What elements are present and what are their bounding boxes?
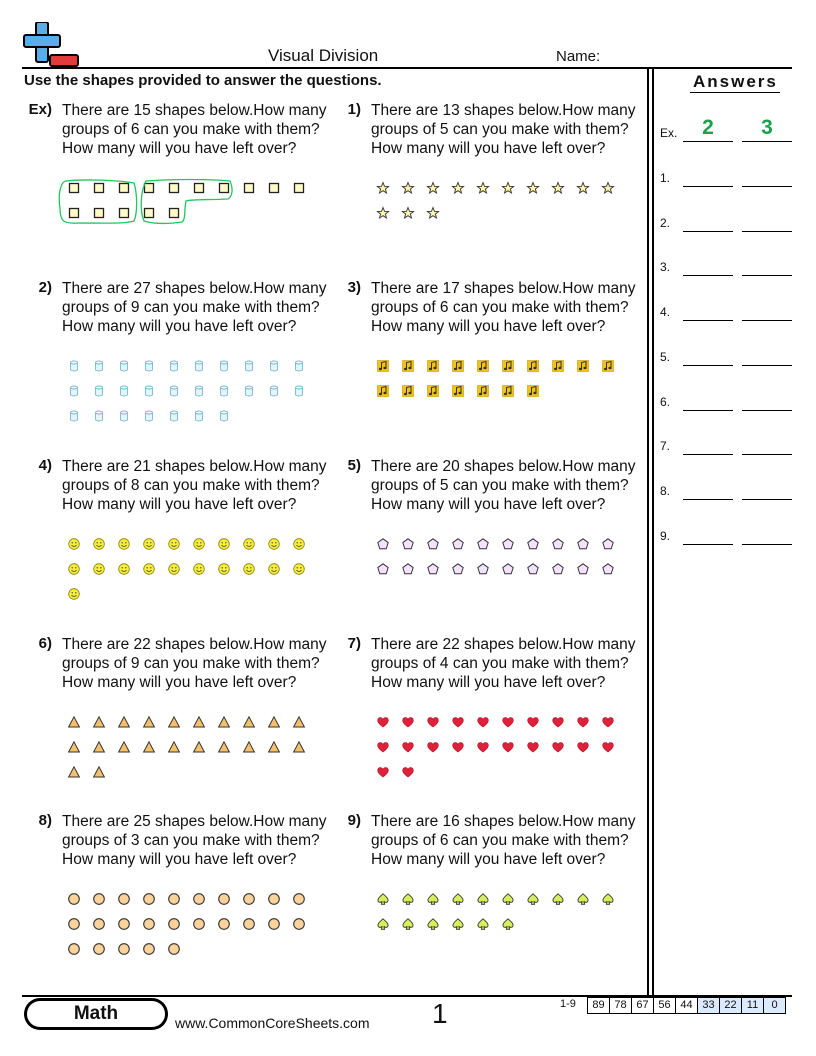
spade-icon [402,893,414,905]
pentagon-icon [527,563,539,575]
answer-blank-leftover[interactable] [742,544,792,545]
problem-text: There are 22 shapes below.How many groups of 4 can you make with them?How many will you have left over? [371,636,636,691]
square-icon [168,182,180,194]
answer-blank-groups[interactable] [683,365,733,366]
square-icon [68,207,80,219]
circle-icon [268,918,280,930]
score-cell: 33 [697,997,720,1014]
star-icon [477,182,489,194]
answer-blank-leftover[interactable] [742,275,792,276]
note-icon [402,360,414,372]
cylinder-icon [193,385,205,397]
answer-row-label: 3. [660,260,671,274]
heart-icon [577,741,589,753]
answer-row [660,425,794,455]
answer-row [660,157,794,187]
score-range-label: 1-9 [560,998,576,1010]
note-icon [427,385,439,397]
spade-icon [452,893,464,905]
note-icon [552,360,564,372]
star-icon [402,182,414,194]
answer-row-label: 6. [660,395,671,409]
spade-icon [427,893,439,905]
smiley-icon [293,563,305,575]
note-icon [452,360,464,372]
problem-text: There are 20 shapes below.How many groups of 5 can you make with them?How many will you have left over? [371,458,636,513]
spade-icon [377,918,389,930]
answer-row [660,246,794,276]
answer-blank-groups[interactable] [683,141,733,142]
triangle-icon [218,716,230,728]
spade-icon [527,893,539,905]
note-icon [502,385,514,397]
triangle-icon [293,716,305,728]
triangle-icon [68,716,80,728]
pentagon-icon [452,538,464,550]
spade-icon [402,918,414,930]
logo [22,22,80,68]
problem-text: There are 17 shapes below.How many groups of 6 can you make with them?How many will you have left over? [371,280,636,335]
problem-number: 2) [38,279,52,296]
answer-blank-groups[interactable] [683,454,733,455]
pentagon-icon [577,563,589,575]
circle-icon [193,918,205,930]
triangle-icon [93,716,105,728]
smiley-icon [218,538,230,550]
star-icon [552,182,564,194]
triangle-icon [143,716,155,728]
problem-number: 8) [38,812,52,829]
smiley-icon [168,538,180,550]
score-cell: 78 [609,997,632,1014]
name-label: Name: [556,48,601,65]
page-number: 1 [432,998,448,1029]
answer-blank-leftover[interactable] [742,320,792,321]
note-icon [527,385,539,397]
note-icon [377,385,389,397]
star-icon [577,182,589,194]
cylinder-icon [243,360,255,372]
circle-icon [143,893,155,905]
triangle-icon [168,716,180,728]
cylinder-icon [93,385,105,397]
triangle-icon [143,741,155,753]
answers-title: Answers [693,72,778,91]
heart-icon [527,741,539,753]
smiley-icon [118,538,130,550]
score-cell: 11 [741,997,764,1014]
spade-icon [452,918,464,930]
circle-icon [218,893,230,905]
heart-icon [527,716,539,728]
note-icon [452,385,464,397]
problem-number: 7) [347,635,361,652]
triangle-icon [193,741,205,753]
problem-number: 1) [347,101,361,118]
site-url[interactable]: www.CommonCoreSheets.com [175,1015,370,1031]
star-icon [427,207,439,219]
cylinder-icon [193,410,205,422]
circle-icon [293,918,305,930]
circle-icon [118,943,130,955]
cylinder-icon [118,385,130,397]
smiley-icon [143,538,155,550]
problem-text: There are 25 shapes below.How many groups of 3 can you make with them?How many will you have left over? [62,813,327,868]
smiley-icon [193,538,205,550]
circle-icon [168,918,180,930]
heart-icon [552,741,564,753]
cylinder-icon [243,385,255,397]
cylinder-icon [168,385,180,397]
spade-icon [377,893,389,905]
smiley-icon [68,563,80,575]
cylinder-icon [293,385,305,397]
triangle-icon [193,716,205,728]
star-icon [452,182,464,194]
heart-icon [477,716,489,728]
answer-value-groups: 2 [702,116,714,139]
heart-icon [427,741,439,753]
cylinder-icon [168,360,180,372]
pentagon-icon [452,563,464,575]
cylinder-icon [218,360,230,372]
smiley-icon [268,563,280,575]
triangle-icon [268,716,280,728]
score-cell: 67 [631,997,654,1014]
circle-icon [118,893,130,905]
problem-number: Ex) [28,101,52,118]
spade-icon [477,893,489,905]
answer-blank-leftover[interactable] [742,410,792,411]
answer-blank-groups[interactable] [683,275,733,276]
triangle-icon [118,741,130,753]
header-rule [22,67,792,69]
smiley-icon [243,538,255,550]
heart-icon [427,716,439,728]
problem-text: There are 13 shapes below.How many groups of 5 can you make with them?How many will you have left over? [371,102,636,157]
square-icon [168,207,180,219]
circle-icon [218,918,230,930]
answer-row [660,112,794,142]
score-cell: 0 [763,997,786,1014]
answer-blank-leftover[interactable] [742,365,792,366]
heart-icon [577,716,589,728]
answer-blank-groups[interactable] [683,320,733,321]
circle-icon [193,893,205,905]
pentagon-icon [527,538,539,550]
triangle-icon [243,741,255,753]
square-icon [193,182,205,194]
instructions: Use the shapes provided to answer the questions. [24,72,382,89]
star-icon [402,207,414,219]
pentagon-icon [477,563,489,575]
note-icon [527,360,539,372]
heart-icon [502,716,514,728]
triangle-icon [118,716,130,728]
pentagon-icon [602,538,614,550]
answer-blank-leftover[interactable] [742,231,792,232]
smiley-icon [168,563,180,575]
star-icon [427,182,439,194]
square-icon [268,182,280,194]
heart-icon [477,741,489,753]
pentagon-icon [552,563,564,575]
answer-row-label: 7. [660,439,671,453]
answer-row-label: 9. [660,529,671,543]
cylinder-icon [168,410,180,422]
cylinder-icon [293,360,305,372]
note-icon [427,360,439,372]
answer-blank-groups[interactable] [683,544,733,545]
smiley-icon [143,563,155,575]
circle-icon [68,918,80,930]
heart-icon [377,766,389,778]
smiley-icon [93,563,105,575]
heart-icon [602,741,614,753]
answer-row [660,202,794,232]
cylinder-icon [143,385,155,397]
smiley-icon [93,538,105,550]
circle-icon [143,918,155,930]
problem-number: 9) [347,812,361,829]
triangle-icon [68,766,80,778]
square-icon [293,182,305,194]
pentagon-icon [377,563,389,575]
smiley-icon [118,563,130,575]
star-icon [377,207,389,219]
pentagon-icon [502,563,514,575]
pentagon-icon [602,563,614,575]
problem-text: There are 15 shapes below.How many groups of 6 can you make with them?How many will you have left over? [62,102,327,157]
problem-number: 5) [347,457,361,474]
subject-badge-label: Math [27,1001,165,1027]
answer-row-label: 2. [660,216,671,230]
answer-row-label: 1. [660,171,671,185]
pentagon-icon [552,538,564,550]
star-icon [377,182,389,194]
triangle-icon [268,741,280,753]
star-icon [502,182,514,194]
circle-icon [118,918,130,930]
smiley-icon [193,563,205,575]
score-cell: 56 [653,997,676,1014]
circle-icon [168,943,180,955]
note-icon [602,360,614,372]
circle-icon [243,918,255,930]
problem-text: There are 27 shapes below.How many groups of 9 can you make with them?How many will you have left over? [62,280,327,335]
note-icon [402,385,414,397]
problem-text: There are 21 shapes below.How many groups of 8 can you make with them?How many will you have left over? [62,458,327,513]
cylinder-icon [143,410,155,422]
cylinder-icon [268,385,280,397]
cylinder-icon [268,360,280,372]
spade-icon [552,893,564,905]
subject-badge [24,998,168,1030]
cylinder-icon [218,385,230,397]
spade-icon [577,893,589,905]
pentagon-icon [502,538,514,550]
spade-icon [477,918,489,930]
problem-number: 4) [38,457,52,474]
heart-icon [502,741,514,753]
square-icon [68,182,80,194]
circle-icon [93,893,105,905]
spade-icon [427,918,439,930]
answer-row [660,470,794,500]
pentagon-icon [477,538,489,550]
answer-row [660,336,794,366]
pentagon-icon [427,538,439,550]
smiley-icon [68,588,80,600]
answer-row [660,515,794,545]
square-icon [118,182,130,194]
answer-blank-leftover[interactable] [742,499,792,500]
circle-icon [293,893,305,905]
smiley-icon [268,538,280,550]
cylinder-icon [218,410,230,422]
answer-blank-leftover[interactable] [742,186,792,187]
problem-number: 3) [347,279,361,296]
cylinder-icon [68,360,80,372]
spade-icon [502,918,514,930]
square-icon [143,182,155,194]
answer-row-label: Ex. [660,126,678,140]
answers-underline [690,92,780,93]
answer-blank-groups[interactable] [683,231,733,232]
answer-blank-leftover[interactable] [742,141,792,142]
heart-icon [402,766,414,778]
cylinder-icon [93,410,105,422]
circle-icon [243,893,255,905]
heart-icon [452,716,464,728]
triangle-icon [93,741,105,753]
answer-blank-groups[interactable] [683,499,733,500]
smiley-icon [68,538,80,550]
smiley-icon [218,563,230,575]
heart-icon [552,716,564,728]
problem-number: 6) [38,635,52,652]
answer-row [660,381,794,411]
smiley-icon [243,563,255,575]
pentagon-icon [427,563,439,575]
pentagon-icon [577,538,589,550]
circle-icon [68,893,80,905]
note-icon [477,385,489,397]
heart-icon [452,741,464,753]
cylinder-icon [93,360,105,372]
circle-icon [268,893,280,905]
square-icon [93,182,105,194]
answer-row [660,291,794,321]
answer-blank-groups[interactable] [683,186,733,187]
note-icon [502,360,514,372]
cylinder-icon [143,360,155,372]
note-icon [577,360,589,372]
note-icon [477,360,489,372]
circle-icon [68,943,80,955]
heart-icon [377,716,389,728]
square-icon [93,207,105,219]
circle-icon [143,943,155,955]
triangle-icon [168,741,180,753]
square-icon [143,207,155,219]
spade-icon [502,893,514,905]
answer-blank-groups[interactable] [683,410,733,411]
score-cell: 22 [719,997,742,1014]
square-icon [218,182,230,194]
note-icon [377,360,389,372]
answer-row-label: 5. [660,350,671,364]
circle-icon [93,918,105,930]
cylinder-icon [68,385,80,397]
heart-icon [377,741,389,753]
problem-text: There are 22 shapes below.How many groups of 9 can you make with them?How many will you have left over? [62,636,327,691]
heart-icon [402,741,414,753]
smiley-icon [293,538,305,550]
pentagon-icon [377,538,389,550]
answer-row-label: 4. [660,305,671,319]
square-icon [118,207,130,219]
pentagon-icon [402,563,414,575]
triangle-icon [93,766,105,778]
square-icon [243,182,255,194]
triangle-icon [68,741,80,753]
cylinder-icon [118,360,130,372]
triangle-icon [218,741,230,753]
heart-icon [602,716,614,728]
cylinder-icon [118,410,130,422]
cylinder-icon [193,360,205,372]
problem-text: There are 16 shapes below.How many groups of 6 can you make with them?How many will you have left over? [371,813,636,868]
score-cell: 44 [675,997,698,1014]
star-icon [602,182,614,194]
heart-icon [402,716,414,728]
triangle-icon [293,741,305,753]
star-icon [527,182,539,194]
score-table [588,997,786,1014]
answer-row-label: 8. [660,484,671,498]
page-title: Visual Division [268,46,379,65]
score-cell: 89 [587,997,610,1014]
answer-value-leftover: 3 [761,116,773,139]
cylinder-icon [68,410,80,422]
pentagon-icon [402,538,414,550]
circle-icon [168,893,180,905]
answer-blank-leftover[interactable] [742,454,792,455]
triangle-icon [243,716,255,728]
circle-icon [93,943,105,955]
spade-icon [602,893,614,905]
